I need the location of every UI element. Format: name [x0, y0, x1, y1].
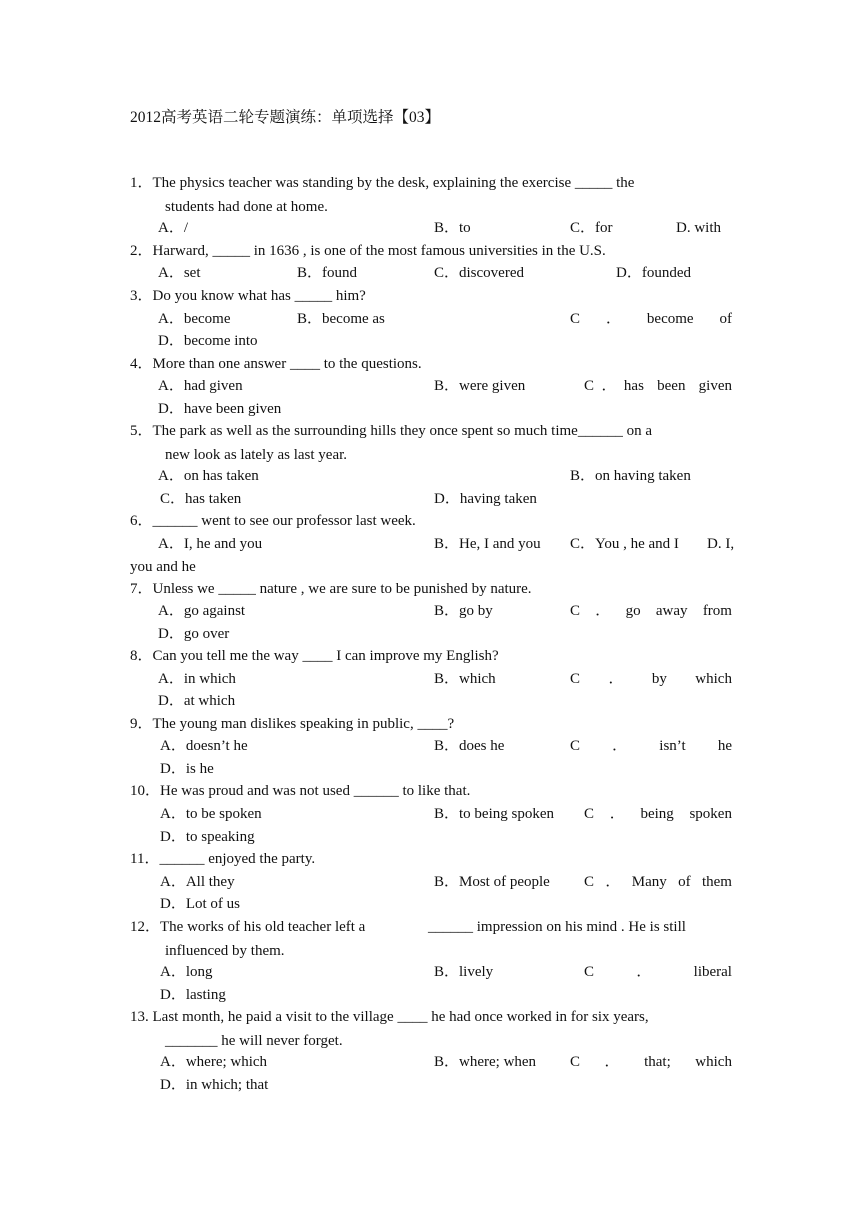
question-4-option-b: B．were given	[434, 378, 526, 394]
question-4-option-a: A．had given	[158, 378, 243, 394]
question-7-stem: 7．Unless we _____ nature , we are sure to be punished by nature.	[130, 581, 532, 597]
question-8-option-b: B．which	[434, 671, 496, 687]
question-3-option-d: D．become into	[158, 333, 258, 349]
question-9-stem: 9．The young man dislikes speaking in public, ____?	[130, 716, 455, 732]
question-13-stem-continued: _______ he will never forget.	[165, 1033, 343, 1049]
page-title: 2012高考英语二轮专题演练：单项选择【03】	[130, 109, 441, 126]
question-12-option-b: B．lively	[434, 964, 494, 980]
question-6-option-d-continued: you and he	[130, 559, 196, 575]
question-1-option-c: C．for	[570, 220, 613, 236]
question-12-option-c: C ． liberal	[584, 964, 732, 980]
question-1-option-a: A．/	[158, 220, 189, 236]
question-6-option-d: D. I,	[707, 536, 735, 552]
question-12-stem-continued: influenced by them.	[165, 943, 285, 959]
question-10-stem: 10．He was proud and was not used ______ to like that.	[130, 783, 471, 799]
question-5-stem-continued: new look as lately as last year.	[165, 447, 348, 463]
question-1-stem: 1．The physics teacher was standing by the desk, explaining the exercise _____ the	[130, 175, 635, 191]
question-12-option-d: D．lasting	[160, 987, 226, 1003]
question-7-option-a: A．go against	[158, 603, 246, 619]
question-11-option-b: B．Most of people	[434, 874, 550, 890]
question-12-stem-right: ______ impression on his mind . He is still	[428, 919, 686, 935]
question-6-option-b: B．He, I and you	[434, 536, 541, 552]
question-5-stem: 5．The park as well as the surrounding hills they once spent so much time______ on a	[130, 423, 652, 439]
question-4-option-c: C．has been given	[584, 378, 732, 394]
question-1-stem-continued: students had done at home.	[165, 199, 328, 215]
question-10-option-c: C ． being spoken	[584, 806, 732, 822]
question-13-option-d: D．in which; that	[160, 1077, 269, 1093]
question-4-stem: 4．More than one answer ____ to the questions.	[130, 356, 422, 372]
question-8-option-d: D．at which	[158, 693, 236, 709]
question-5-option-d: D．having taken	[434, 491, 537, 507]
question-4-option-d: D．have been given	[158, 401, 282, 417]
question-11-option-c: C ． Many of them	[584, 874, 732, 890]
question-7-option-b: B．go by	[434, 603, 493, 619]
question-10-option-d: D．to speaking	[160, 829, 255, 845]
question-2-option-d: D．founded	[616, 265, 691, 281]
question-10-option-b: B．to being spoken	[434, 806, 554, 822]
question-7-option-d: D．go over	[158, 626, 230, 642]
question-2-stem: 2．Harward, _____ in 1636 , is one of the most famous universities in the U.S.	[130, 243, 606, 259]
question-11-stem: 11．______ enjoyed the party.	[130, 851, 316, 867]
question-8-option-c: C ． by which	[570, 671, 732, 687]
question-13-option-c: C ． that; which	[570, 1054, 732, 1070]
question-3-option-b: B．become as	[297, 311, 385, 327]
question-1-option-b: B．to	[434, 220, 471, 236]
question-12-option-a: A．long	[160, 964, 213, 980]
question-9-option-c: C ． isn’t he	[570, 738, 732, 754]
question-9-option-a: A．doesn’t he	[160, 738, 248, 754]
question-13-stem: 13. Last month, he paid a visit to the village ____ he had once worked in for six years,	[130, 1009, 649, 1025]
question-13-option-a: A．where; which	[160, 1054, 268, 1070]
question-6-option-a: A．I, he and you	[158, 536, 263, 552]
question-2-option-a: A．set	[158, 265, 201, 281]
question-7-option-c: C ． go away from	[570, 603, 732, 619]
question-2-option-c: C．discovered	[434, 265, 524, 281]
question-5-option-b: B．on having taken	[570, 468, 691, 484]
question-6-option-c: C．You , he and I	[570, 536, 679, 552]
question-10-option-a: A．to be spoken	[160, 806, 262, 822]
question-5-option-c: C．has taken	[160, 491, 242, 507]
question-1-option-d: D. with	[676, 220, 721, 236]
question-3-stem: 3．Do you know what has _____ him?	[130, 288, 366, 304]
question-11-option-d: D．Lot of us	[160, 896, 240, 912]
question-9-option-b: B．does he	[434, 738, 505, 754]
question-8-option-a: A．in which	[158, 671, 236, 687]
question-8-stem: 8．Can you tell me the way ____ I can improve my English?	[130, 648, 499, 664]
question-5-option-a: A．on has taken	[158, 468, 259, 484]
question-3-option-a: A．become	[158, 311, 231, 327]
question-12-stem: 12．The works of his old teacher left a	[130, 919, 366, 935]
question-2-option-b: B．found	[297, 265, 358, 281]
question-9-option-d: D．is he	[160, 761, 214, 777]
question-6-stem: 6．______ went to see our professor last week.	[130, 513, 416, 529]
question-11-option-a: A．All they	[160, 874, 235, 890]
question-3-option-c: C ． become of	[570, 311, 732, 327]
question-13-option-b: B．where; when	[434, 1054, 537, 1070]
